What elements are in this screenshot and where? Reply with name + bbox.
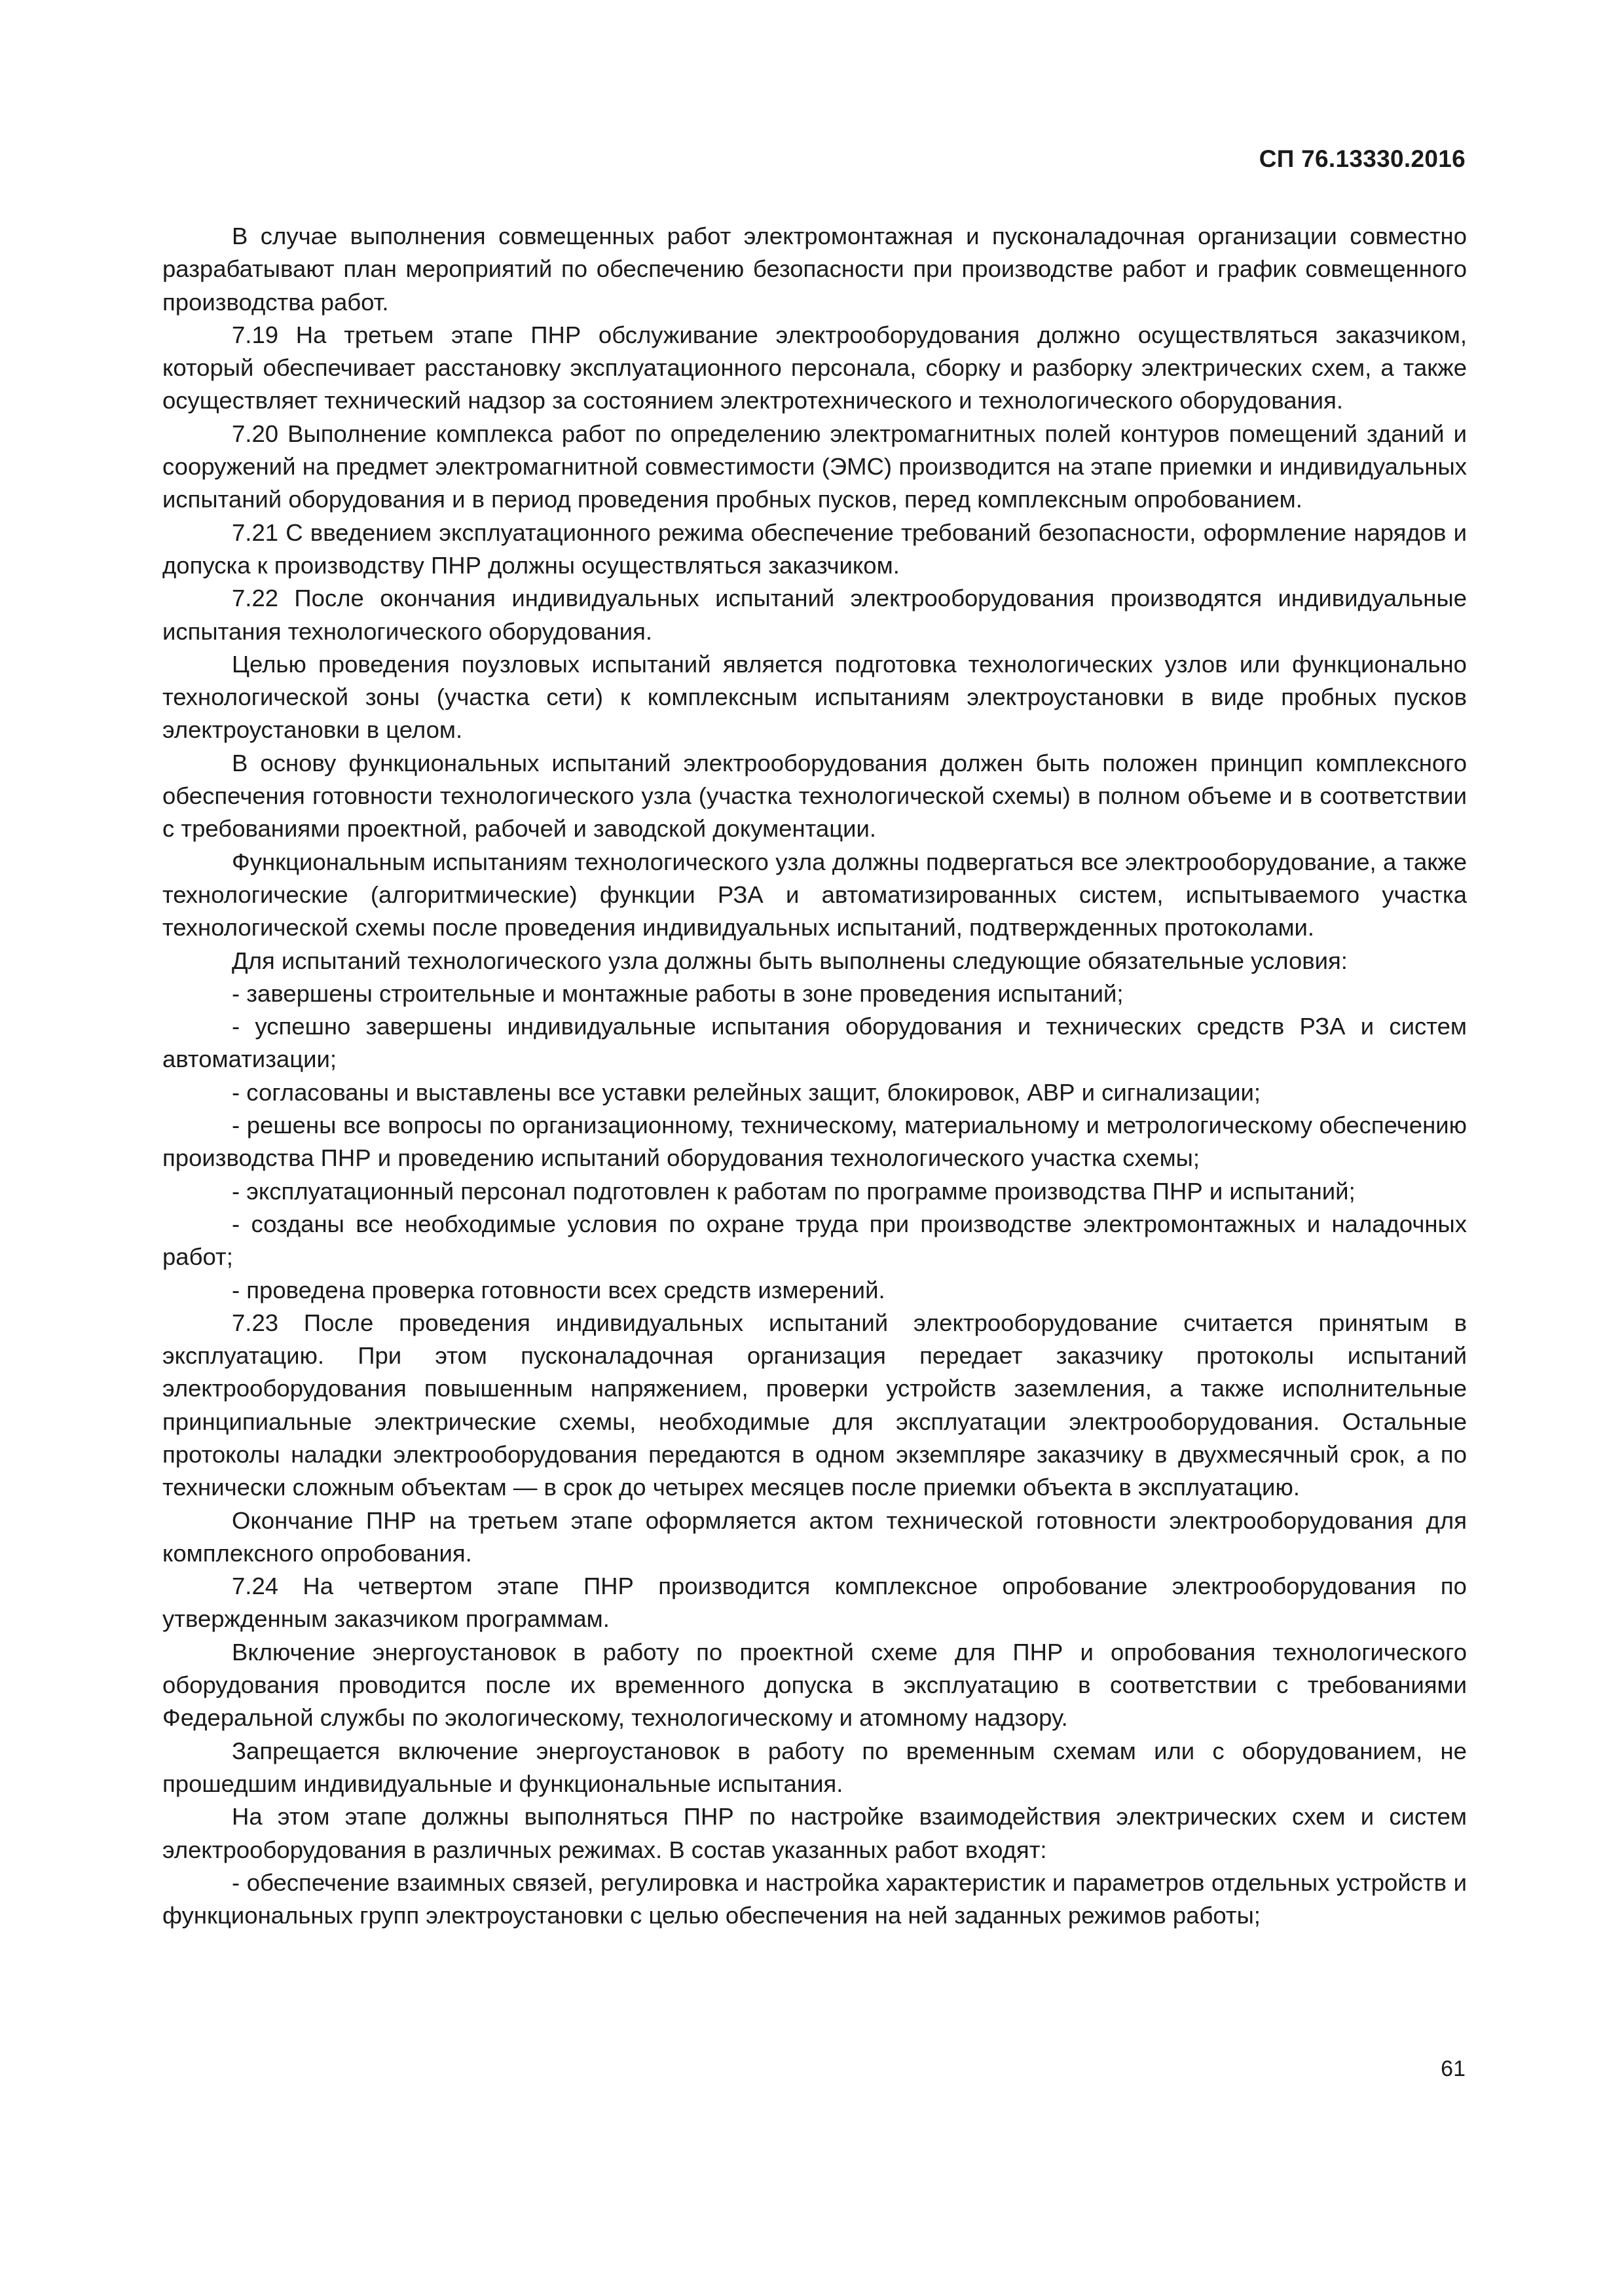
paragraph: 7.20 Выполнение комплекса работ по определению электромагнитных полей контуров помещений зданий и сооружений на предмет электромагнитной совместимости (ЭМС) производится на этапе приемки и индивидуальных испытаний оборудования и в период проведения пробных пусков, перед комплексным опробованием. [162,420,1467,513]
paragraph: Окончание ПНР на третьем этапе оформляется актом технической готовности электрооборудования для комплексного опробования. [162,1506,1467,1567]
page-number: 61 [1441,2056,1466,2081]
paragraph: Запрещается включение энергоустановок в работу по временным схемам или с оборудованием, не прошедшим индивидуальные и функциональные испытания. [162,1737,1467,1797]
paragraph: Целью проведения поузловых испытаний является подготовка технологических узлов или функционально технологической зоны (участка сети) к комплексным испытаниям электроустановки в виде пробных пусков электроустановки в целом. [162,650,1467,744]
list-item: - эксплуатационный персонал подготовлен к работам по программе производства ПНР и испытаний; [232,1177,1356,1205]
paragraph: 7.24 На четвертом этапе ПНР производится комплексное опробование электрооборудования по утвержденным заказчиком программам. [162,1573,1467,1633]
list-item: - решены все вопросы по организационному, техническому, материальному и метрологическому обеспечению производства ПНР и проведению испытаний оборудования технологического участка схемы; [162,1112,1467,1172]
list-item: - завершены строительные и монтажные работы в зоне проведения испытаний; [232,979,1124,1007]
list-item: - созданы все необходимые условия по охране труда при производстве электромонтажных и наладочных работ; [162,1210,1467,1271]
paragraph: 7.21 С введением эксплуатационного режима обеспечение требований безопасности, оформление нарядов и допуска к производству ПНР должны осуществляться заказчиком. [162,519,1467,579]
paragraph: В основу функциональных испытаний электрооборудования должен быть положен принцип комплексного обеспечения готовности технологического узла (участка технологической схемы) в полном объеме и в соответствии с требованиями проектной, рабочей и заводской документации. [162,749,1467,843]
paragraph: На этом этапе должны выполняться ПНР по настройке взаимодействия электрических схем и систем электрооборудования в различных режимах. В состав указанных работ входят: [162,1803,1467,1863]
list-item: - проведена проверка готовности всех средств измерений. [232,1276,885,1303]
list-item: - согласованы и выставлены все уставки релейных защит, блокировок, АВР и сигнализации; [232,1078,1261,1106]
paragraph: Включение энергоустановок в работу по проектной схеме для ПНР и опробования технологического оборудования проводится после их временного допуска в эксплуатацию в соответствии с требованиями Федеральной службы по экологическому, технологическому и атомному надзору. [162,1638,1467,1732]
paragraph: В случае выполнения совмещенных работ электромонтажная и пусконаладочная организации совместно разрабатывают план мероприятий по обеспечению безопасности при производстве работ и график совмещенного производства работ. [162,223,1467,316]
paragraph: 7.22 После окончания индивидуальных испытаний электрооборудования производятся индивидуальные испытания технологического оборудования. [162,585,1467,645]
document-code: СП 76.13330.2016 [1259,145,1466,172]
paragraph: Функциональным испытаниям технологического узла должны подвергаться все электрооборудование, а также технологические (алгоритмические) функции РЗА и автоматизированных систем, испытываемого участка технологической схемы после проведения индивидуальных испытаний, подтвержденных протоколами. [162,848,1467,941]
list-item: - обеспечение взаимных связей, регулировка и настройка характеристик и параметров отдельных устройств и функциональных групп электроустановки с целью обеспечения на ней заданных режимов работы; [162,1868,1467,1929]
paragraph: Для испытаний технологического узла должны быть выполнены следующие обязательные условия: [232,947,1348,974]
paragraph: 7.23 После проведения индивидуальных испытаний электрооборудование считается принятым в эксплуатацию. При этом пусконаладочная организация передает заказчику протоколы испытаний электрооборудования повышенным напряжением, проверки устройств заземления, а также исполнительные принципиальные электрические схемы, необходимые для эксплуатации электрооборудования. Остальные протоколы наладки электрооборудования передаются в одном экземпляре заказчику в двухмесячный срок, а по технически сложным объектам — в срок до четырех месяцев после приемки объекта в эксплуатацию. [162,1309,1467,1501]
list-item: - успешно завершены индивидуальные испытания оборудования и технических средств РЗА и систем автоматизации; [162,1013,1467,1073]
document-body [162,220,1467,1932]
paragraph: 7.19 На третьем этапе ПНР обслуживание электрооборудования должно осуществляться заказчиком, который обеспечивает расстановку эксплуатационного персонала, сборку и разборку электрических схем, а также осуществляет технический надзор за состоянием электротехнического и технологического оборудования. [162,321,1467,414]
